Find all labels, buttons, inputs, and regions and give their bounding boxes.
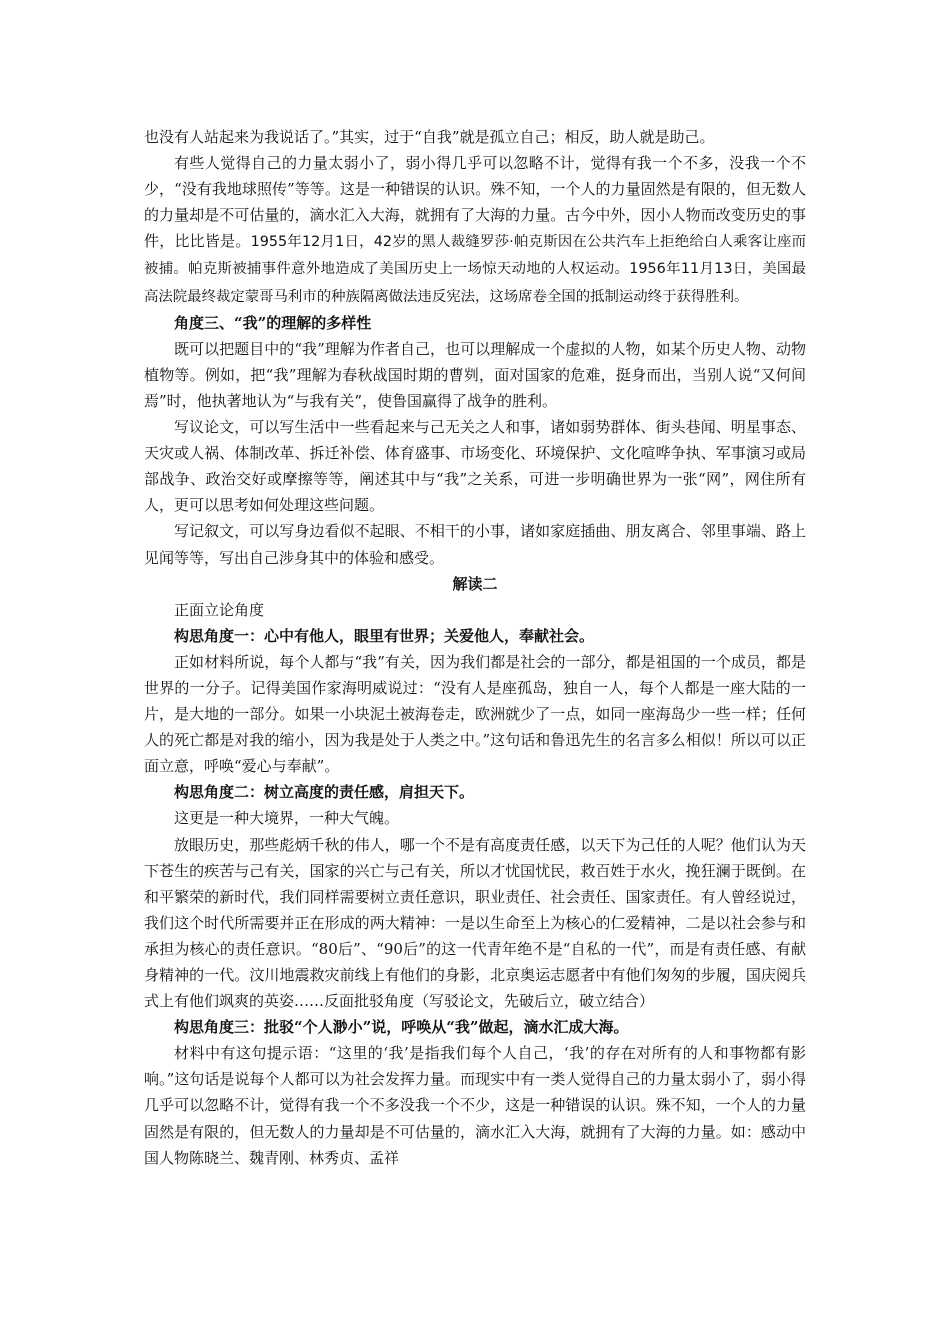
paragraph-history: 放眼历史，那些彪炳千秋的伟人，哪一个不是有高度责任感，以天下为己任的人呢？他们认为天下苍生的疾苦与己有关，国家的兴亡与己有关，所以才忧国忧民，救百姓于水火，挽狂澜于既倒。在和平繁荣的新时代，我们同样需要树立责任意识，职业责任、社会责任、国家责任。有人曾经说过，我们这个时代所需要并正在形成的两大精神：一是以生命至上为核心的仁爱精神，二是以社会参与和承担为核心的责任意识。“80后”、“90后”的这一代青年绝不是“自私的一代”，而是有责任感、有献身精神的一代。汶川地震救灾前线上有他们的身影，北京奥运志愿者中有他们匆匆的步履，国庆阅兵式上有他们飒爽的英姿……反面批驳角度（写驳论文，先破后立，破立结合） [144, 835, 806, 1011]
paragraph-small-power-main: 有些人觉得自己的力量太弱小了，弱小得几乎可以忽略不计，觉得有我一个不多，没我一个不少，“没有我地球照传”等等。这是一种错误的认识。殊不知，一个人的力量固然是有限的，但无数人的力量却是不可估量的，滴水汇入大海，就拥有了大海的力量。古今中外，因小人物而改变历史的事件，比比皆是。 [144, 154, 806, 251]
paragraph-rosa-parks: 1955年12月1日，42岁的黑人裁缝罗莎·帕克斯因在公共汽车上拒绝给白人乘客让座而被捕。帕克斯被捕事件意外地造成了美国历史上一场惊天动地的人权运动。1956年11月13日，美国最高法院最终裁定蒙哥马利市的种族隔离做法违反宪法，这场席卷全国的抵制运动终于获得胜利。 [144, 234, 806, 305]
heading-idea-one: 构思角度一：心中有他人，眼里有世界；关爱他人，奉献社会。 [174, 626, 595, 645]
subheading-positive: 正面立论角度 [174, 600, 265, 619]
paragraph-argumentative: 写议论文，可以写生活中一些看起来与己无关之人和事，诸如弱势群体、街头巷闻、明星事态、天灾或人祸、体制改革、拆迁补偿、体育盛事、市场变化、环境保护、文化喧哗争执、军事演习或局部战争、政治交好或摩擦等等，阐述其中与“我”之关系，可进一步明确世界为一张“网”，网住所有人，更可以思考如何处理这些问题。 [144, 418, 806, 515]
paragraph-ending-quote: 也没有人站起来为我说话了。”其实，过于“自我”就是孤立自己；相反，助人就是助己。 [144, 128, 715, 146]
paragraph-material-hint: 材料中有这句提示语：“这里的‘我’是指我们每个人自己，‘我’的存在对所有的人和事物都有影响。”这句话是说每个人都可以为社会发挥力量。而现实中有一类人觉得自己的力量太弱小了，弱小得几乎可以忽略不计，觉得有我一个不多没我一个不少，这是一种错误的认识。殊不知，一个人的力量固然是有限的，但无数人的力量却是不可估量的，滴水汇入大海，就拥有了大海的力量。如：感动中国人物陈晓兰、魏青刚、林秀贞、孟祥 [144, 1044, 806, 1167]
heading-angle-three: 角度三、“我”的理解的多样性 [174, 313, 372, 332]
paragraph-hemingway: 正如材料所说，每个人都与“我”有关，因为我们都是社会的一部分，都是祖国的一个成员，都是世界的一分子。记得美国作家海明威说过：“没有人是座孤岛，独自一人，每个人都是一座大陆的一片，是大地的一部分。如果一小块泥土被海卷走，欧洲就少了一点，如同一座海岛少一些一样；任何人的死亡都是对我的缩小，因为我是处于人类之中。”这句话和鲁迅先生的名言多么相似！所以可以正面立意，呼唤“爱心与奉献”。 [144, 652, 806, 776]
paragraph-cao-gui: 既可以把题目中的“我”理解为作者自己，也可以理解成一个虚拟的人物，如某个历史人物、动物植物等。例如，把“我”理解为春秋战国时期的曹刿，面对国家的危难，挺身而出，当别人说“又何间焉”时，他执著地认为“与我有关”，使鲁国赢得了战争的胜利。 [144, 339, 806, 410]
paragraph-small-power [144, 150, 806, 310]
heading-idea-three: 构思角度三：批驳“个人渺小”说，呼唤从“我”做起，滴水汇成大海。 [174, 1018, 629, 1037]
heading-idea-two: 构思角度二：树立高度的责任感，肩担天下。 [174, 783, 475, 802]
heading-interpretation-two: 解读二 [452, 574, 498, 593]
paragraph-realm: 这更是一种大境界，一种大气魄。 [174, 809, 400, 828]
document-page [144, 124, 806, 1171]
paragraph-narrative: 写记叙文，可以写身边看似不起眼、不相干的小事，诸如家庭插曲、朋友离合、邻里事端、路上见闻等等，写出自己涉身其中的体验和感受。 [144, 522, 806, 567]
